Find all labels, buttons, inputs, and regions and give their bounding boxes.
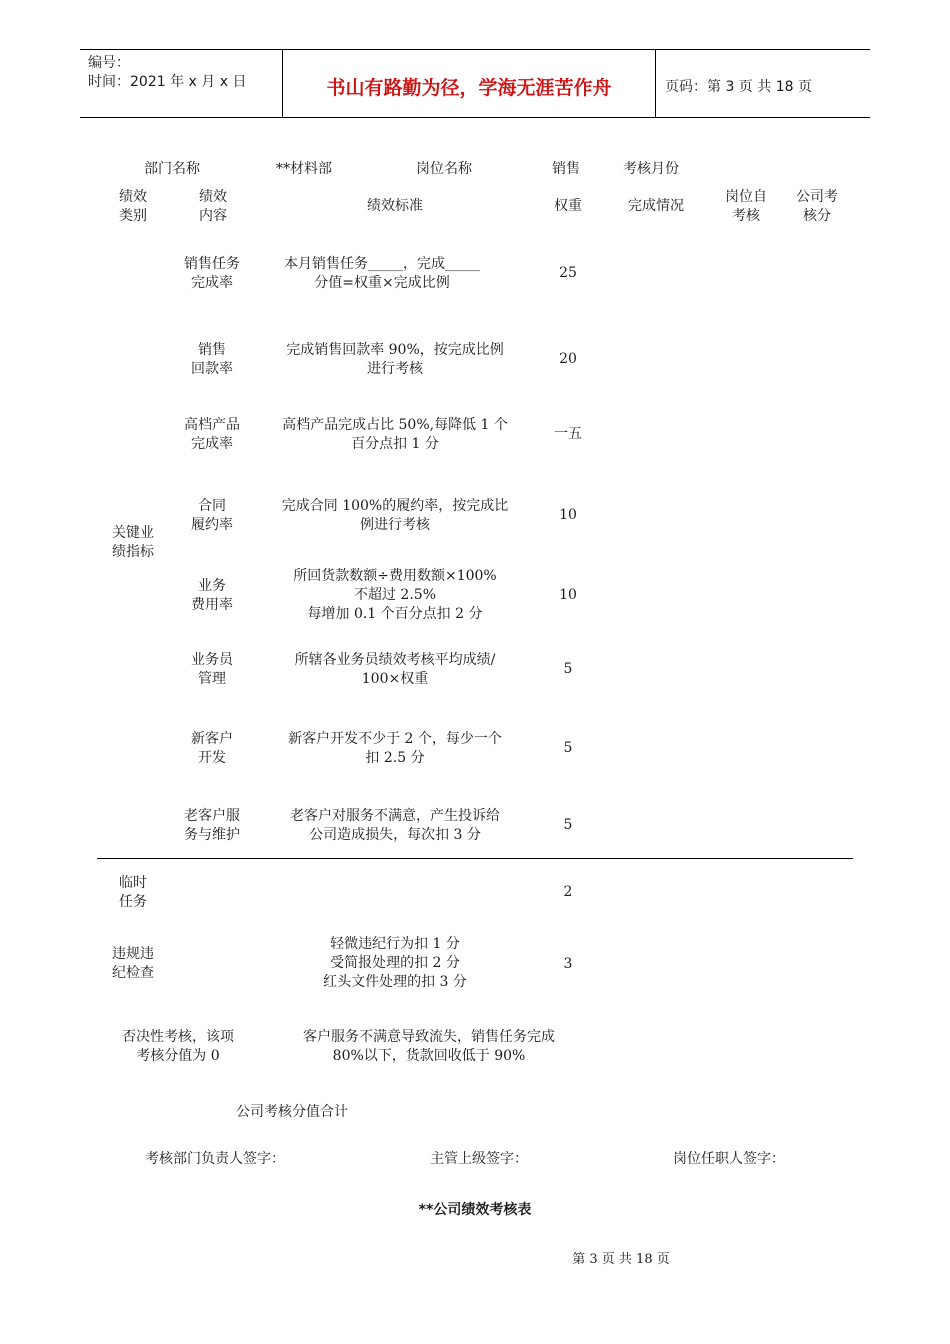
- kpi-content: 业务 费用率: [191, 578, 233, 613]
- violation-standard: 轻微违纪行为扣 1 分 受简报处理的扣 2 分 红头文件处理的扣 3 分: [323, 936, 467, 990]
- kpi-weight: 20: [559, 351, 577, 367]
- kpi-category-label: 关键业 绩指标: [112, 525, 154, 560]
- kpi-weight: 一五: [554, 426, 582, 442]
- kpi-content: 老客户服 务与维护: [184, 808, 240, 843]
- document-number-label: 编号：: [88, 55, 130, 71]
- page-number: 第 3 页 共 18 页: [572, 1252, 670, 1267]
- kpi-weight: 10: [559, 507, 577, 523]
- col-header-company-score: 公司考 核分: [796, 189, 838, 224]
- kpi-content: 业务员 管理: [191, 652, 233, 687]
- kpi-standard: 完成合同 100%的履约率，按完成比 例进行考核: [281, 498, 509, 533]
- dept-name-value: **材料部: [276, 161, 332, 177]
- kpi-standard: 所辖各业务员绩效考核平均成绩/ 100×权重: [294, 652, 496, 687]
- kpi-weight: 25: [559, 265, 577, 281]
- total-score-label: 公司考核分值合计: [236, 1104, 348, 1120]
- col-header-completion: 完成情况: [628, 198, 684, 214]
- assessment-month-label: 考核月份: [623, 161, 679, 177]
- document-time-label: 时间：2021 年 x 月 x 日: [88, 74, 247, 90]
- kpi-content: 新客户 开发: [191, 731, 233, 766]
- header-top-border: [80, 49, 870, 50]
- kpi-standard: 所回货款数额÷费用数额×100% 不超过 2.5% 每增加 0.1 个百分点扣 2 分: [293, 568, 497, 622]
- kpi-content: 合同 履约率: [191, 498, 233, 533]
- violation-category: 违规违 纪检查: [112, 946, 154, 981]
- temp-task-category: 临时 任务: [119, 875, 147, 910]
- kpi-weight: 10: [559, 587, 577, 603]
- violation-weight: 3: [563, 956, 573, 972]
- kpi-weight: 5: [563, 817, 573, 833]
- col-header-self-assessment: 岗位自 考核: [725, 189, 767, 224]
- kpi-standard: 本月销售任务_____，完成_____ 分值=权重×完成比例: [284, 256, 480, 291]
- col-header-category: 绩效 类别: [119, 189, 147, 224]
- supervisor-signature-label: 主管上级签字：: [430, 1151, 528, 1167]
- kpi-standard: 老客户对服务不满意，产生投诉给 公司造成损失，每次扣 3 分: [290, 808, 500, 843]
- temp-task-weight: 2: [563, 884, 573, 900]
- kpi-standard: 高档产品完成占比 50%,每降低 1 个 百分点扣 1 分: [282, 417, 508, 452]
- dept-name-label: 部门名称: [144, 161, 200, 177]
- kpi-weight: 5: [563, 740, 573, 756]
- section-divider: [97, 858, 853, 859]
- header-bottom-border: [80, 117, 870, 118]
- kpi-content: 销售 回款率: [191, 342, 233, 377]
- form-title: **公司绩效考核表: [418, 1202, 532, 1218]
- kpi-standard: 完成销售回款率 90%，按完成比例 进行考核: [286, 342, 504, 377]
- header-motto: 书山有路勤为径，学海无涯苦作舟: [326, 77, 612, 99]
- col-header-content: 绩效 内容: [199, 189, 227, 224]
- kpi-content: 销售任务 完成率: [184, 256, 240, 291]
- kpi-standard: 新客户开发不少于 2 个，每少一个 扣 2.5 分: [288, 731, 502, 766]
- col-header-standard: 绩效标准: [367, 198, 423, 214]
- employee-signature-label: 岗位任职人签字：: [673, 1151, 785, 1167]
- veto-category: 否决性考核，该项 考核分值为 0: [122, 1029, 234, 1064]
- kpi-weight: 5: [563, 661, 573, 677]
- col-header-weight: 权重: [554, 198, 582, 214]
- post-name-label: 岗位名称: [416, 161, 472, 177]
- veto-standard: 客户服务不满意导致流失，销售任务完成 80%以下，货款回收低于 90%: [303, 1029, 555, 1064]
- post-name-value: 销售: [552, 161, 580, 177]
- header-page-info: 页码：第 3 页 共 18 页: [665, 79, 812, 95]
- kpi-content: 高档产品 完成率: [184, 417, 240, 452]
- dept-head-signature-label: 考核部门负责人签字：: [145, 1151, 285, 1167]
